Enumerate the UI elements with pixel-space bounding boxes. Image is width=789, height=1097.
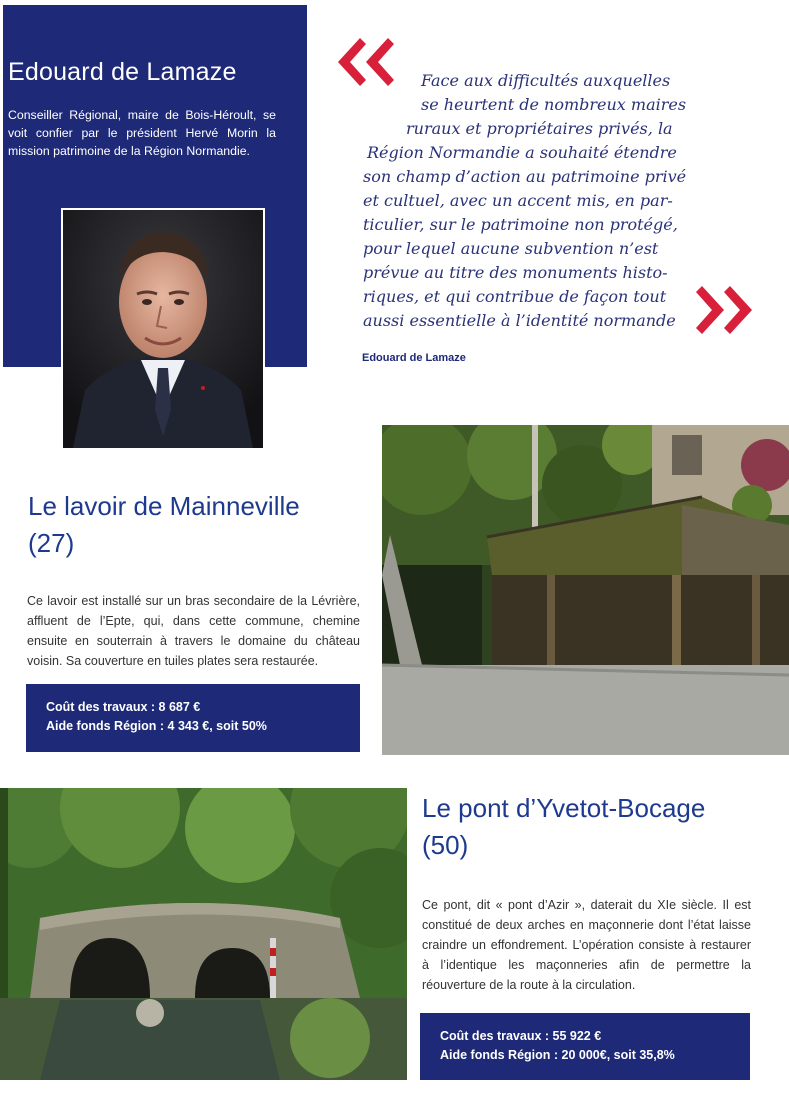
pont-cost-box xyxy=(420,1013,750,1080)
quote-line: Région Normandie a souhaité étendre xyxy=(367,143,677,162)
lavoir-cost: Coût des travaux : 8 687 € xyxy=(46,700,201,714)
quote-line: riques, et qui contribue de façon tout xyxy=(363,287,667,306)
lavoir-cost-box xyxy=(26,684,360,752)
pont-aid: Aide fonds Région : 20 000€, soit 35,8% xyxy=(440,1048,675,1062)
quote-line: pour lequel aucune subvention n’est xyxy=(363,239,659,258)
pont-description: Ce pont, dit « pont d’Azir », daterait du XIe siècle. Il est constitué de deux arches en maçonnerie dont l’état laisse craindre un effondrement. L’opération consiste à restaurer à l’identique les maçonneries afin de permettre la réouverture de la route à la circulation. xyxy=(422,898,751,992)
quote-line: se heurtent de nombreux maires xyxy=(421,95,687,114)
profile-bio: Conseiller Régional, maire de Bois-Héroult, se voit confier par le président Hervé Morin la mission patrimoine de la Région Normandie. xyxy=(8,108,276,158)
pont-cost: Coût des travaux : 55 922 € xyxy=(440,1029,602,1043)
lavoir-aid: Aide fonds Région : 4 343 €, soit 50% xyxy=(46,719,267,733)
pont-title-line2: (50) xyxy=(422,830,469,860)
lavoir-photo xyxy=(382,425,789,755)
quote-line: et cultuel, avec un accent mis, en par- xyxy=(363,191,673,210)
quote-line: ruraux et propriétaires privés, la xyxy=(406,119,673,138)
quote-line: Face aux difficultés auxquelles xyxy=(421,71,671,90)
profile-name: Edouard de Lamaze xyxy=(8,58,237,86)
lavoir-description: Ce lavoir est installé sur un bras secondaire de la Lévrière, affluent de l’Epte, qui, dans cette commune, chemine ensuite en souterrain à travers le domaine du château voisin. Sa couverture en tuiles plates sera restaurée. xyxy=(27,594,360,668)
quote-line: ticulier, sur le patrimoine non protégé, xyxy=(363,215,678,234)
quote-line: prévue au titre des monuments histo- xyxy=(363,263,668,282)
quote-line: aussi essentielle à l’identité normande xyxy=(363,311,676,330)
pont-title xyxy=(422,790,705,864)
quote-author: Edouard de Lamaze xyxy=(362,352,466,364)
quote-line: son champ d’action au patrimoine privé xyxy=(363,167,687,186)
pont-title-line1: Le pont d’Yvetot-Bocage xyxy=(422,793,706,823)
lavoir-title-line1: Le lavoir de Mainneville xyxy=(28,491,300,521)
pont-photo xyxy=(0,788,407,1080)
lavoir-title-line2: (27) xyxy=(28,528,75,558)
quote-text xyxy=(0,0,789,340)
quote-close-icon xyxy=(694,278,758,347)
lavoir-title xyxy=(28,488,300,562)
